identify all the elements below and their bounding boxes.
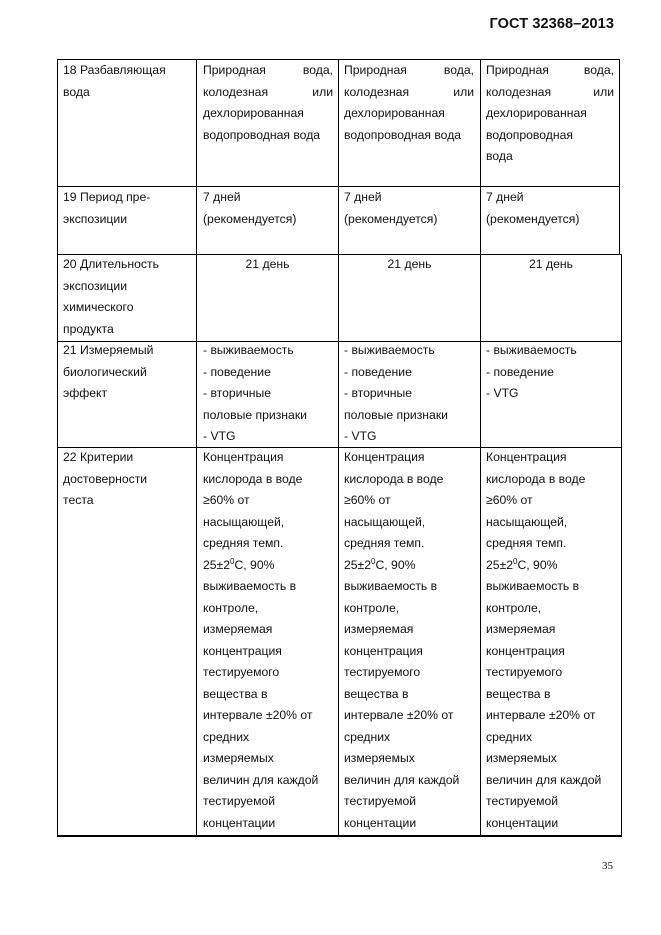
row-20-col-3: 21 день (529, 257, 573, 271)
page-number: 35 (602, 860, 613, 872)
row-18-label: 18 Разбавляющая вода (63, 63, 166, 99)
temperature-line: $25\pm 2^0С$, 90% (486, 556, 558, 572)
row-21-col-1: - выживаемость - поведение - вторичные половые признаки - VTG (203, 343, 307, 443)
row-22-col-1: Концентрация кислорода в воде ≥60% от насыщающей, средняя темп. $25\pm 2^0С$, 90% выживаемость в контроле, измеряемая концентрация тестируемого вещества в интервале ±20% от средних измеряемых величин для каждой тестируемой концентации (203, 447, 337, 834)
row-18-col-3: Природная вода, колодезная или дехлорированная водопроводная вода (486, 63, 614, 163)
row-22-label: 22 Критерии достоверности теста (63, 450, 148, 507)
row-20-col-1: 21 день (245, 257, 290, 271)
row-20-label: 20 Длительность экспозиции химического продукта (63, 257, 159, 336)
row-22-col-2: Концентрация кислорода в воде ≥60% от насыщающей, средняя темп. $25\pm 2^0С$, 90% выживаемость в контроле, измеряемая концентрация тестируемого вещества в интервале ±20% от средних измеряемых величин для каждой тестируемой концентации (344, 447, 478, 834)
row-20-col-2: 21 день (387, 257, 432, 271)
row-21-col-2: - выживаемость - поведение - вторичные половые признаки - VTG (344, 343, 448, 443)
row-19-col-3: 7 дней (рекомендуется) (486, 190, 580, 226)
row-21-col-3: - выживаемость - поведение - VTG (486, 343, 577, 400)
table-border-right (619, 59, 620, 255)
document-header: ГОСТ 32368–2013 (489, 16, 614, 32)
temperature-line: $25\pm 2^0С$, 90% (344, 556, 416, 572)
row-18-col-1: Природная вода, колодезная или дехлорированная водопроводная вода (203, 63, 333, 142)
column-divider (338, 59, 339, 836)
table-border-bottom (57, 835, 622, 837)
temperature-line: $25\pm 2^0С$, 90% (203, 556, 275, 572)
column-divider (480, 59, 481, 836)
row-18-col-2: Природная вода, колодезная или дехлорированная водопроводная вода (344, 63, 474, 142)
row-19-col-1: 7 дней (рекомендуется) (203, 190, 297, 226)
row-19-label: 19 Период пре- экспозиции (63, 190, 151, 226)
column-divider (196, 59, 197, 836)
row-19-col-2: 7 дней (рекомендуется) (344, 190, 438, 226)
table-border-left (57, 59, 58, 836)
row-21-label: 21 Измеряемый биологический эффект (63, 343, 154, 400)
table-border-right (621, 254, 622, 836)
row-22-col-3: Концентрация кислорода в воде ≥60% от насыщающей, средняя темп. $25\pm 2^0С$, 90% выживаемость в контроле, измеряемая концентрация тестируемого вещества в интервале ±20% от средних измеряемых величин для каждой тестируемой концентации (486, 447, 620, 834)
